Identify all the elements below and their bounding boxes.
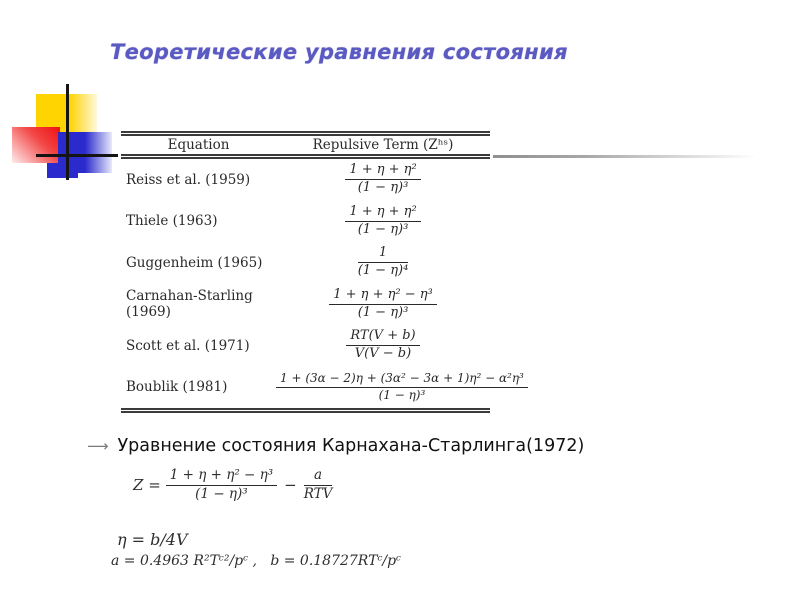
- vertical-cross-line: [66, 84, 69, 180]
- fraction-numerator: 1 + (3α − 2)η + (3α² − 3α + 1)η² − α²η³: [276, 372, 528, 388]
- formula-fraction: [358, 246, 409, 279]
- callout: [87, 436, 584, 456]
- fraction-denominator: (1 − η)³: [357, 221, 409, 237]
- fraction-numerator: 1 + η + η² − η³: [166, 468, 277, 486]
- equation-lhs: Z =: [133, 476, 161, 495]
- fraction-denominator: V(V − b): [354, 346, 412, 362]
- table-row: [121, 242, 490, 284]
- equation-name: Boublik (1981): [126, 379, 228, 396]
- table-row: [121, 367, 524, 409]
- equation-name: Reiss et al. (1959): [126, 171, 251, 188]
- table-bottom-rule: [121, 408, 490, 413]
- carnahan-starling-equation: [133, 468, 332, 502]
- formula-fraction: [345, 205, 420, 238]
- column-header-equation: Equation: [167, 137, 230, 153]
- table-row: [121, 284, 490, 326]
- fraction-denominator: (1 − η)³: [195, 485, 248, 502]
- fraction-numerator: RT(V + b): [346, 329, 419, 346]
- equation-name: Carnahan-Starling (1969): [126, 288, 253, 321]
- equation-name: Scott et al. (1971): [126, 337, 250, 354]
- fraction-denominator: RTV: [303, 485, 333, 502]
- formula-fraction: [304, 468, 333, 502]
- table-row: [121, 159, 490, 201]
- formula-fraction: [345, 163, 420, 196]
- red-square: [12, 127, 60, 163]
- fraction-denominator: (1 − η)³: [378, 387, 426, 402]
- fraction-numerator: 1 + η + η²: [345, 163, 420, 180]
- small-blue-square: [47, 163, 78, 178]
- fraction-denominator: (1 − η)³: [357, 304, 409, 320]
- horizontal-cross-line: [36, 154, 118, 157]
- table-row: [121, 201, 490, 243]
- formula-fraction: [329, 288, 437, 321]
- fraction-numerator: 1 + η + η²: [345, 205, 420, 222]
- column-header-repulsive-term: Repulsive Term (Zʰˢ): [312, 137, 454, 153]
- equation-formula-cell: [276, 205, 490, 238]
- equation-formula-cell: [276, 163, 490, 196]
- callout-text: Уравнение состояния Карнахана-Старлинга(1972): [117, 436, 585, 456]
- fraction-numerator: 1 + η + η² − η³: [329, 288, 437, 305]
- formula-fraction: [276, 372, 528, 403]
- fraction-numerator: a: [304, 468, 333, 486]
- ab-coefficients-equation: a = 0.4963 R²Tᶜ²/pᶜ , b = 0.18727RTᶜ/pᶜ: [111, 553, 401, 569]
- right-arrow-icon: ⟶: [87, 437, 109, 455]
- equation-name: Guggenheim (1965): [126, 254, 263, 271]
- equations-table: [121, 131, 524, 413]
- fraction-denominator: (1 − η)³: [357, 180, 409, 196]
- equation-formula-cell: [276, 372, 528, 403]
- fraction-numerator: 1: [358, 246, 409, 263]
- formula-fraction: [166, 468, 277, 502]
- formula-fraction: [346, 329, 419, 362]
- table-row: [121, 325, 490, 367]
- equation-formula-cell: [276, 246, 490, 279]
- equation-formula-cell: [276, 329, 490, 362]
- eta-definition-equation: η = b/4V: [117, 530, 188, 549]
- slide-title: Теоретические уравнения состояния: [110, 40, 568, 64]
- minus-sign: −: [284, 476, 297, 495]
- fraction-denominator: (1 − η)⁴: [357, 263, 409, 279]
- divider-line: [493, 155, 757, 158]
- equation-formula-cell: [276, 288, 490, 321]
- equation-name: Thiele (1963): [126, 213, 218, 230]
- table-header-row: [121, 136, 490, 154]
